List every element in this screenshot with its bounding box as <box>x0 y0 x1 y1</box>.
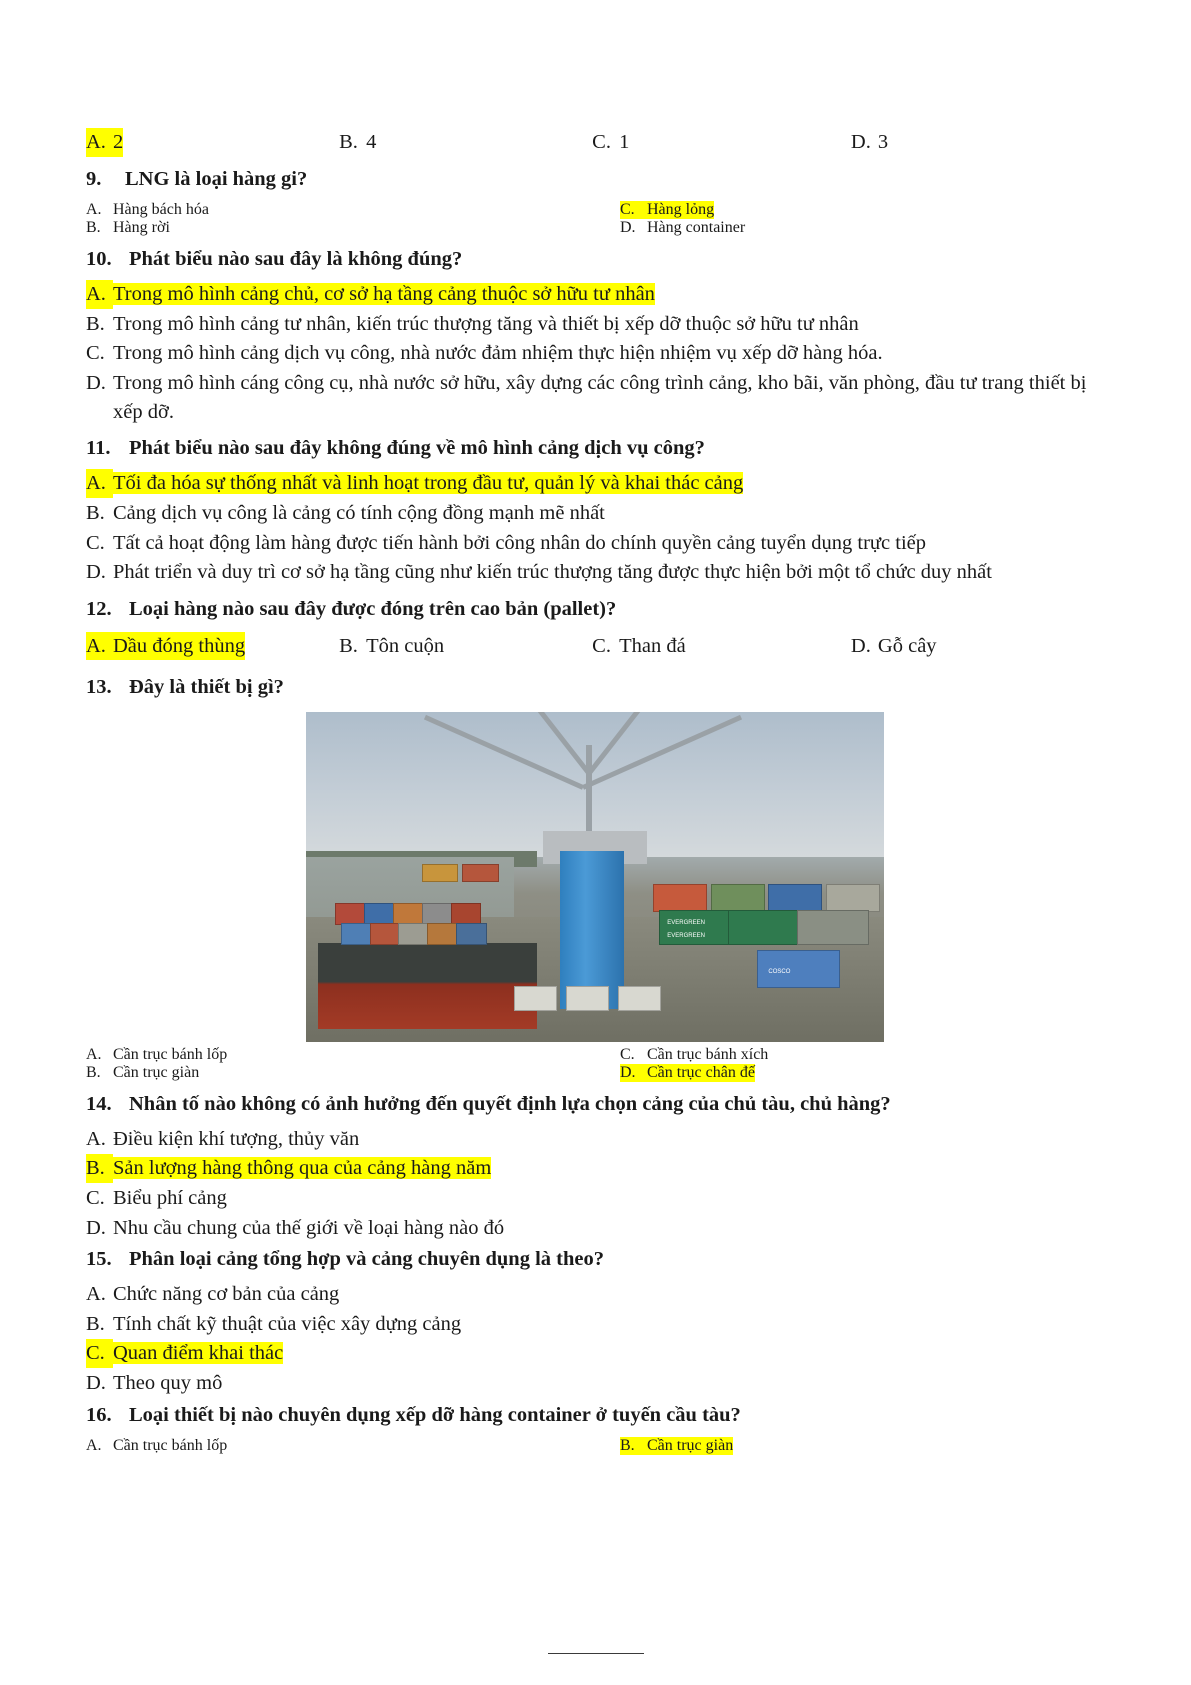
document-content <box>86 128 1104 1455</box>
photo-container <box>370 923 401 945</box>
photo-container <box>341 923 372 945</box>
answer-text: Sản lượng hàng thông qua của cảng hàng năm <box>113 1157 492 1180</box>
photo-container <box>393 903 424 925</box>
answer-row-q16 <box>86 1437 1104 1455</box>
answer-text: 2 <box>113 128 123 157</box>
photo-container <box>398 923 429 945</box>
photo-truck <box>514 986 556 1011</box>
question-heading-11 <box>86 435 1104 463</box>
answer-text: Tôn cuộn <box>366 634 445 657</box>
answer-label: A. <box>86 1283 106 1306</box>
photo-container <box>659 910 730 945</box>
answer-text: Tối đa hóa sự thống nhất và linh hoạt trong đầu tư, quản lý và khai thác cảng <box>113 472 744 495</box>
answer-text: 4 <box>366 131 377 153</box>
answer-text: Tính chất kỹ thuật của việc xây dựng cảng <box>113 1312 462 1335</box>
answer-text: Than đá <box>619 634 686 657</box>
answer-option[interactable] <box>86 339 1104 368</box>
question-number: 16. <box>86 1403 112 1426</box>
question-heading-12 <box>86 596 1104 624</box>
question-number: 12. <box>86 597 112 620</box>
question-heading-14 <box>86 1091 1104 1119</box>
answer-label: A. <box>86 1127 106 1150</box>
answer-option[interactable] <box>86 1154 1104 1183</box>
answer-label: C. <box>592 131 611 153</box>
answer-option[interactable] <box>851 128 1104 157</box>
answer-row-q9-1 <box>86 201 1104 219</box>
answer-text: Cần trục giàn <box>113 1063 200 1081</box>
answer-row-q13-1 <box>86 1046 1104 1064</box>
answer-option[interactable] <box>86 558 1104 587</box>
question-title: Đây là thiết bị gì? <box>129 676 284 699</box>
answer-label: B. <box>86 501 105 524</box>
answer-text: Hàng lỏng <box>647 201 715 219</box>
answer-option[interactable] <box>86 1214 1104 1243</box>
answer-option[interactable] <box>620 1064 1104 1082</box>
question-title: Phát biểu nào sau đây là không đúng? <box>129 248 463 271</box>
question-number: 10. <box>86 248 112 271</box>
answer-label: B. <box>86 312 105 335</box>
answer-text: Cần trục chân đế <box>647 1063 755 1081</box>
photo-container <box>364 903 395 925</box>
answer-text: Dầu đóng thùng <box>113 632 245 661</box>
question-title: Nhân tố nào không có ảnh hưởng đến quyết định lựa chọn cảng của chủ tàu, chủ hàng? <box>129 1092 891 1115</box>
answer-text: Hàng rời <box>113 219 170 237</box>
question-heading-13 <box>86 674 1104 702</box>
photo-container <box>422 903 453 925</box>
answer-option[interactable] <box>339 128 592 157</box>
answer-text: Trong mô hình cáng công cụ, nhà nước sở hữu, xây dựng các công trình cảng, kho bãi, văn phòng, đầu tư trang thiết bị xếp dỡ. <box>113 372 1087 423</box>
question-number: 13. <box>86 676 112 699</box>
answer-text: Cần trục bánh lốp <box>113 1045 228 1063</box>
answer-list-q14 <box>86 1125 1104 1243</box>
port-crane-photo <box>306 712 884 1042</box>
answer-label: C. <box>620 201 647 219</box>
container-brand-label: EVERGREEN <box>667 933 705 940</box>
answer-option[interactable] <box>86 201 620 219</box>
photo-ship <box>318 943 538 1029</box>
photo-container <box>711 884 765 912</box>
answer-label: A. <box>86 201 102 219</box>
answer-label: A. <box>86 1437 102 1455</box>
photo-container <box>451 903 482 925</box>
photo-container <box>335 903 366 925</box>
answer-label: C. <box>592 634 611 657</box>
answer-text: 1 <box>619 131 630 153</box>
answer-label: A. <box>86 280 113 309</box>
answer-option[interactable] <box>86 1437 620 1455</box>
answer-row-q13-2 <box>86 1064 1104 1082</box>
answer-label: B. <box>86 1312 105 1335</box>
answer-text: 3 <box>877 131 889 153</box>
photo-container <box>462 864 499 883</box>
photo-container <box>728 910 799 945</box>
photo-container <box>768 884 822 912</box>
answer-label: D. <box>86 561 106 584</box>
answer-label: D. <box>86 372 106 395</box>
answer-option[interactable] <box>851 632 1104 661</box>
photo-container <box>797 910 868 945</box>
answer-option[interactable] <box>620 1046 1104 1064</box>
answer-text: Gỗ cây <box>877 634 937 657</box>
answer-text: Cần trục bánh lốp <box>113 1437 228 1455</box>
answer-label: B. <box>339 634 358 657</box>
answer-text: Nhu cầu chung của thế giới về loại hàng nào đó <box>113 1216 505 1239</box>
answer-label: A. <box>86 128 113 157</box>
photo-container <box>653 884 707 912</box>
answer-label: D. <box>620 1064 647 1082</box>
answer-list-q10 <box>86 280 1104 426</box>
answer-text: Trong mô hình cảng chủ, cơ sở hạ tầng cảng thuộc sở hữu tư nhân <box>113 283 655 306</box>
photo-container <box>422 864 459 883</box>
answer-option[interactable] <box>339 632 592 661</box>
question-title: Loại thiết bị nào chuyên dụng xếp dỡ hàng container ở tuyến cầu tàu? <box>129 1403 741 1426</box>
answer-option[interactable] <box>86 128 339 157</box>
answer-text: Trong mô hình cảng tư nhân, kiến trúc thượng tăng và thiết bị xếp dỡ thuộc sở hữu tư nhân <box>113 312 859 335</box>
answer-option[interactable] <box>592 128 851 157</box>
answer-text: Theo quy mô <box>113 1372 223 1395</box>
answer-text: Quan điểm khai thác <box>113 1342 284 1365</box>
question-title: Phát biểu nào sau đây không đúng về mô hình cảng dịch vụ công? <box>129 437 705 460</box>
answer-option[interactable] <box>86 280 1104 309</box>
answer-label: C. <box>86 1339 113 1368</box>
answer-option[interactable] <box>86 369 1104 426</box>
answer-option[interactable] <box>620 219 1104 237</box>
answer-text: Cần trục bánh xích <box>647 1045 769 1063</box>
answer-label: B. <box>339 131 358 153</box>
answer-label: C. <box>86 1186 105 1209</box>
answer-option[interactable] <box>86 529 1104 558</box>
answer-option[interactable] <box>86 1125 1104 1154</box>
answer-text: Biểu phí cảng <box>113 1186 227 1209</box>
answer-option[interactable] <box>86 499 1104 528</box>
answer-option[interactable] <box>86 469 1104 498</box>
answer-option[interactable] <box>86 1184 1104 1213</box>
answer-label: B. <box>86 1154 113 1183</box>
answer-text: Hàng bách hóa <box>113 201 209 219</box>
answer-label: B. <box>86 219 101 237</box>
answer-option[interactable] <box>620 1437 1104 1455</box>
container-brand-label: EVERGREEN <box>667 919 705 926</box>
answer-label: C. <box>86 342 105 365</box>
answer-label: C. <box>86 531 105 554</box>
answer-label: D. <box>86 1216 106 1239</box>
answer-label: A. <box>86 1045 102 1063</box>
answer-option[interactable] <box>86 1369 1104 1398</box>
answer-label: D. <box>850 634 871 657</box>
answer-option[interactable] <box>592 632 851 661</box>
answer-option[interactable] <box>86 1310 1104 1339</box>
question-number: 15. <box>86 1248 112 1271</box>
answer-label: A. <box>86 469 113 498</box>
answer-text: Chức năng cơ bản của cảng <box>113 1283 340 1306</box>
answer-label: A. <box>86 632 113 661</box>
answer-option[interactable] <box>86 1046 620 1064</box>
question-title: LNG là loại hàng gi? <box>125 167 308 190</box>
answer-option[interactable] <box>86 1064 620 1082</box>
answer-option[interactable] <box>86 310 1104 339</box>
answer-text: Cần trục giàn <box>647 1437 734 1455</box>
answer-text: Điều kiện khí tượng, thủy văn <box>113 1127 360 1150</box>
answer-label: B. <box>620 1437 647 1455</box>
answer-row-q12 <box>86 632 1104 661</box>
photo-truck <box>618 986 660 1011</box>
answer-text: Tất cả hoạt động làm hàng được tiến hành bởi công nhân do chính quyền cảng tuyển dụng trực tiếp <box>113 531 927 554</box>
photo-crane-mast <box>586 745 592 837</box>
answer-text: Hàng container <box>647 219 746 237</box>
question-title: Loại hàng nào sau đây được đóng trên cao bản (pallet)? <box>129 597 617 620</box>
photo-container <box>826 884 880 912</box>
photo-truck <box>566 986 608 1011</box>
question-heading-10 <box>86 246 1104 274</box>
answer-label: B. <box>86 1063 101 1081</box>
question-number: 9. <box>86 167 102 190</box>
container-brand-label: COSCO <box>768 969 791 976</box>
answer-option[interactable] <box>86 632 339 661</box>
answer-row-q8 <box>86 128 1104 157</box>
question-heading-16 <box>86 1402 1104 1430</box>
question-heading-15 <box>86 1246 1104 1274</box>
answer-text: Cảng dịch vụ công là cảng có tính cộng đồng mạnh mẽ nhất <box>113 501 605 524</box>
question-title: Phân loại cảng tổng hợp và cảng chuyên dụng là theo? <box>129 1248 604 1271</box>
photo-container <box>456 923 487 945</box>
answer-label: D. <box>850 131 871 153</box>
answer-row-q9-2 <box>86 219 1104 237</box>
photo-container <box>427 923 458 945</box>
answer-option[interactable] <box>86 1339 1104 1368</box>
answer-option[interactable] <box>620 201 1104 219</box>
answer-label: D. <box>620 219 636 237</box>
question-heading-9 <box>86 166 1104 194</box>
question-figure <box>86 712 1104 1042</box>
answer-text: Trong mô hình cảng dịch vụ công, nhà nước đảm nhiệm thực hiện nhiệm vụ xếp dỡ hàng hóa. <box>113 342 883 365</box>
answer-list-q11 <box>86 469 1104 587</box>
question-number: 11. <box>86 437 111 460</box>
answer-option[interactable] <box>86 1280 1104 1309</box>
answer-label: C. <box>620 1045 635 1063</box>
answer-text: Phát triển và duy trì cơ sở hạ tầng cũng như kiến trúc thượng tăng được thực hiện bởi một tổ chức duy nhất <box>113 561 992 584</box>
answer-label: D. <box>86 1372 106 1395</box>
answer-option[interactable] <box>86 219 620 237</box>
answer-list-q15 <box>86 1280 1104 1398</box>
page-footer-rule <box>548 1653 644 1654</box>
question-number: 14. <box>86 1092 112 1115</box>
